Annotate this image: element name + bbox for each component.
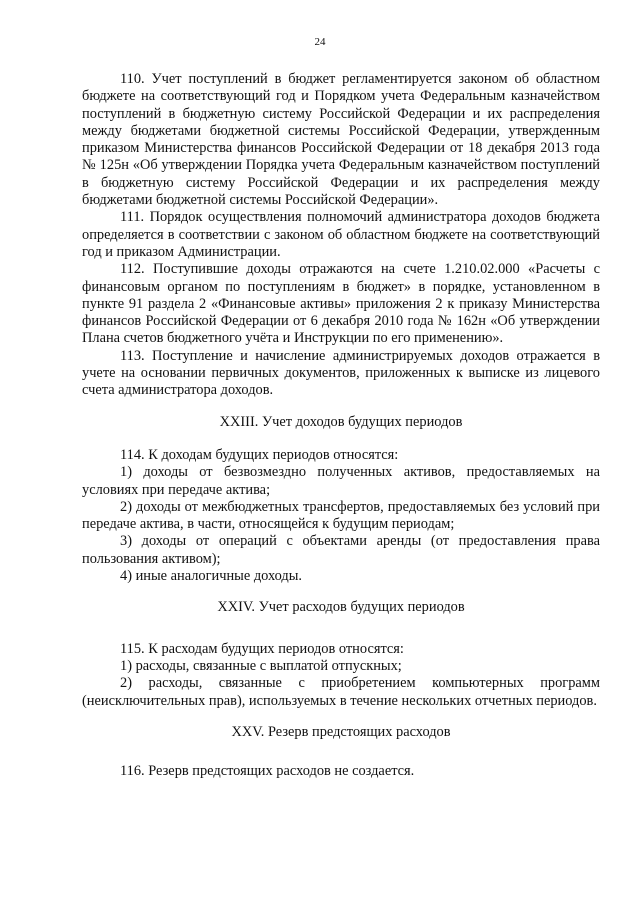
list-item: 2) доходы от межбюджетных трансфертов, предоставляемых без условий при передаче актива, в части, относящейся к будущим периодам; <box>82 498 600 533</box>
paragraph-113: 113. Поступление и начисление администрируемых доходов отражается в учете на основании первичных документов, приложенных к выписке из лицевого счета администратора доходов. <box>82 347 600 399</box>
page-number: 24 <box>314 36 326 48</box>
paragraph-114: 114. К доходам будущих периодов относятся: <box>120 446 399 463</box>
section-heading-xxiv: XXIV. Учет расходов будущих периодов <box>217 599 465 616</box>
list-item: 4) иные аналогичные доходы. <box>120 568 302 585</box>
paragraph-111: 111. Порядок осуществления полномочий администратора доходов бюджета определяется в соответствии с законом об областном бюджете на соответствующий год и приказом Администрации. <box>82 209 600 260</box>
paragraph-112: 112. Поступившие доходы отражаются на счете 1.210.02.000 «Расчеты с финансовым органом по поступлениям в бюджет» в порядке, установленном в пункте 91 раздела 2 «Финансовые активы» приложения 2 к приказу Министерства финансов Российской Федерации от 6 декабря 2010 года № 162н «Об утверждении Плана счетов бюджетного учёта и Инструкции по его применению». <box>82 261 600 347</box>
paragraph-110: 110. Учет поступлений в бюджет регламентируется законом об областном бюджете на соответствующий год и Порядком учета Федеральным казначейством поступлений в бюджетную систему Российской Федерации и их распределения между бюджетами бюджетной системы Российской Федерации, утвержденным приказом Министерства финансов Российской Федерации от 18 декабря 2013 года № 125н «Об утверждении Порядка учета Федеральным казначейством поступлений в бюджетную систему Российской Федерации и их распределения между бюджетами бюджетной системы Российской Федерации». <box>82 71 600 209</box>
section-heading-xxiii: XXIII. Учет доходов будущих периодов <box>219 413 463 430</box>
list-item: 3) доходы от операций с объектами аренды (от предоставления права пользования активом); <box>82 533 600 567</box>
list-item: 2) расходы, связанные с приобретением компьютерных программ (неисключительных прав), используемых в течение нескольких отчетных периодов. <box>82 675 600 709</box>
paragraph-115: 115. К расходам будущих периодов относятся: <box>120 640 404 657</box>
section-heading-xxv: XXV. Резерв предстоящих расходов <box>231 723 451 740</box>
list-item: 1) расходы, связанные с выплатой отпускных; <box>120 657 402 674</box>
list-item: 1) доходы от безвозмездно полученных активов, предоставляемых на условиях при передаче актива; <box>82 464 600 498</box>
document-body <box>82 71 600 780</box>
paragraph-116: 116. Резерв предстоящих расходов не создается. <box>120 763 415 780</box>
